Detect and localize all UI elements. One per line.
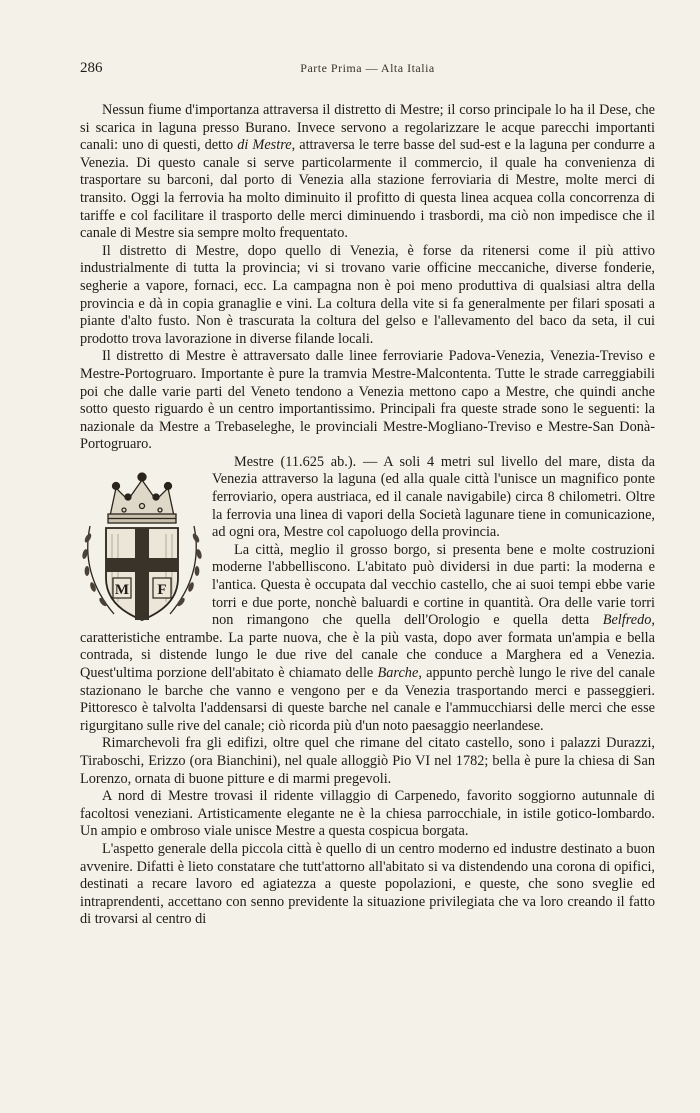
text-segment: L'aspetto generale della piccola città è quello di un centro moderno ed industre destinato a buon avvenire. Difatti è lieto constatare che tutt'attorno all'abitato si va distendendo una corona di opifici, destinati a recare lavoro ed agiatezza a queste popolazioni, e queste, che sono sveglie ed intraprendenti, accettano con senno previdente la situazione privilegiata che va loro creando il fatto di trovarsi al centro di xyxy=(80,840,655,928)
paragraph xyxy=(80,243,655,349)
text-segment: Il distretto di Mestre è attraversato dalle linee ferroviarie Padova-Venezia, Venezia-Treviso e Mestre-Portogruaro. Importante è pure la tramvia Mestre-Malcontenta. Tutte le strade carreggiabili poi che dalle varie parti del Veneto tendono a Venezia mettono capo a Mestre, che quindi anche sotto questo riguardo è un centro importantissimo. Principali fra queste strade sono le seguenti: la nazionale da Mestre a Trebaseleghe, le provinciali Mestre-Mogliano-Treviso e Mestre-San Donà-Portogruaro. xyxy=(80,348,655,453)
text-segment: , appunto perchè lungo le rive del canale stazionano le barche che vanno e vengono per e da Venezia trasportando merci e passeggieri. Pittoresco è talvolta l'addensarsi di queste barche nel canale e l'ammucchiarsi delle merci che esse rigurgitano sulle rive del canale; ciò ricorda più d'un noto paesaggio neerlandese. xyxy=(80,665,655,734)
paragraph xyxy=(80,841,655,929)
running-title: Parte Prima — Alta Italia xyxy=(300,61,435,75)
text-segment: , attraversa le terre basse del sud-est e la laguna per condurre a Venezia. Di questo canale si serve particolarmente il commercio, il quale ha convenienza di trasportare su barconi, dal porto di Venezia alla stazione ferroviaria di Mestre, molte merci di transito. Oggi la ferrovia ha molto diminuito il profitto di questa linea acquea colla concorrenza di tariffe e col facilitare il trasporto delle merci diminuendo i trasbordi, ma ciò non impedisce che il canale di Mestre sia sempre molto frequentato. xyxy=(80,137,655,242)
paragraph xyxy=(80,788,655,841)
text-segment: Nessun fiume d'importanza attraversa il distretto di Mestre; il corso principale lo ha il Dese, che si scarica in laguna presso Burano. Invece servono a regolarizzare le acque parecchi importanti canali: uno di questi, detto xyxy=(80,102,655,154)
page-number: 286 xyxy=(80,60,103,76)
italic-text: di Mestre xyxy=(237,137,292,154)
text-segment: Mestre (11.625 ab.). — A soli 4 metri sul livello del mare, dista da Venezia attraverso la laguna (ed alla quale città l'unisce un magnifico ponte ferroviario, opera austriaca, ed il canale navigabile) circa 8 chilometri. Oltre la ferrovia una linea di vapori della Società lagunare tiene in comunicazione, ad ogni ora, Mestre col capoluogo della provincia. xyxy=(212,453,655,541)
italic-text: Barche xyxy=(377,665,419,681)
body-text xyxy=(80,102,655,929)
coat-letter-right: F xyxy=(157,581,167,598)
coat-letter-left: M xyxy=(114,581,130,598)
mestre-coat-of-arms xyxy=(78,454,206,626)
text-segment: A nord di Mestre trovasi il ridente villaggio di Carpenedo, favorito soggiorno autunnale di facoltosi veneziani. Artisticamente elegante ne è la chiesa parrocchiale, in istile gotico-lombardo. Un ampio e ombroso viale unisce Mestre a questa cospicua borgata. xyxy=(80,788,655,840)
text-segment: La città, meglio il grosso borgo, si presenta bene e molte costruzioni moderne l'abbelliscono. L'abitato può dividersi in due parti: la moderna e l'antica. Questa è occupata dal vecchio castello, che ai suoi tempi ebbe varie torri e due porte, nonchè baluardi e cortine in quantità. Ora delle varie torri non rimangono che quella dell'Orologio e quella detta xyxy=(212,541,655,629)
text-segment: , caratteristiche entrambe. La parte nuova, che è la più vasta, dopo aver formata un'ampia e bella contrada, si distende lungo le due rive del canale che conduce a Marghera ed a Venezia. Quest'ultima porzione dell'abitato è chiamato delle xyxy=(80,612,655,681)
paragraph xyxy=(80,102,655,243)
italic-text: Belfredo xyxy=(602,612,652,629)
text-segment: Rimarchevoli fra gli edifizi, oltre quel che rimane del citato castello, sono i palazzi Durazzi, Tiraboschi, Erizzo (ora Bianchini), nel quale alloggiò Pio VI nel 1782; bella è pure la chiesa di San Lorenzo, ornata di buone pitture e di marmi pregevoli. xyxy=(80,735,655,787)
page-header xyxy=(80,60,655,82)
paragraph xyxy=(80,735,655,788)
paragraph xyxy=(80,348,655,454)
text-segment: Il distretto di Mestre, dopo quello di Venezia, è forse da ritenersi come il più attivo industrialmente di tutta la provincia; vi si trovano varie officine meccaniche, diverse fonderie, segherie a vapore, fornaci, ecc. La campagna non è poi meno produttiva di qualsiasi altra della provincia e dà in copia granaglie e vini. La coltura della vite si fa generalmente per filari sposati a piante d'alto fusto. Non è trascurata la coltura del gelso e l'allevamento del baco da seta, il cui prodotto trova lavorazione in diverse filande locali. xyxy=(80,242,655,347)
coat-of-arms-icon xyxy=(78,454,206,626)
